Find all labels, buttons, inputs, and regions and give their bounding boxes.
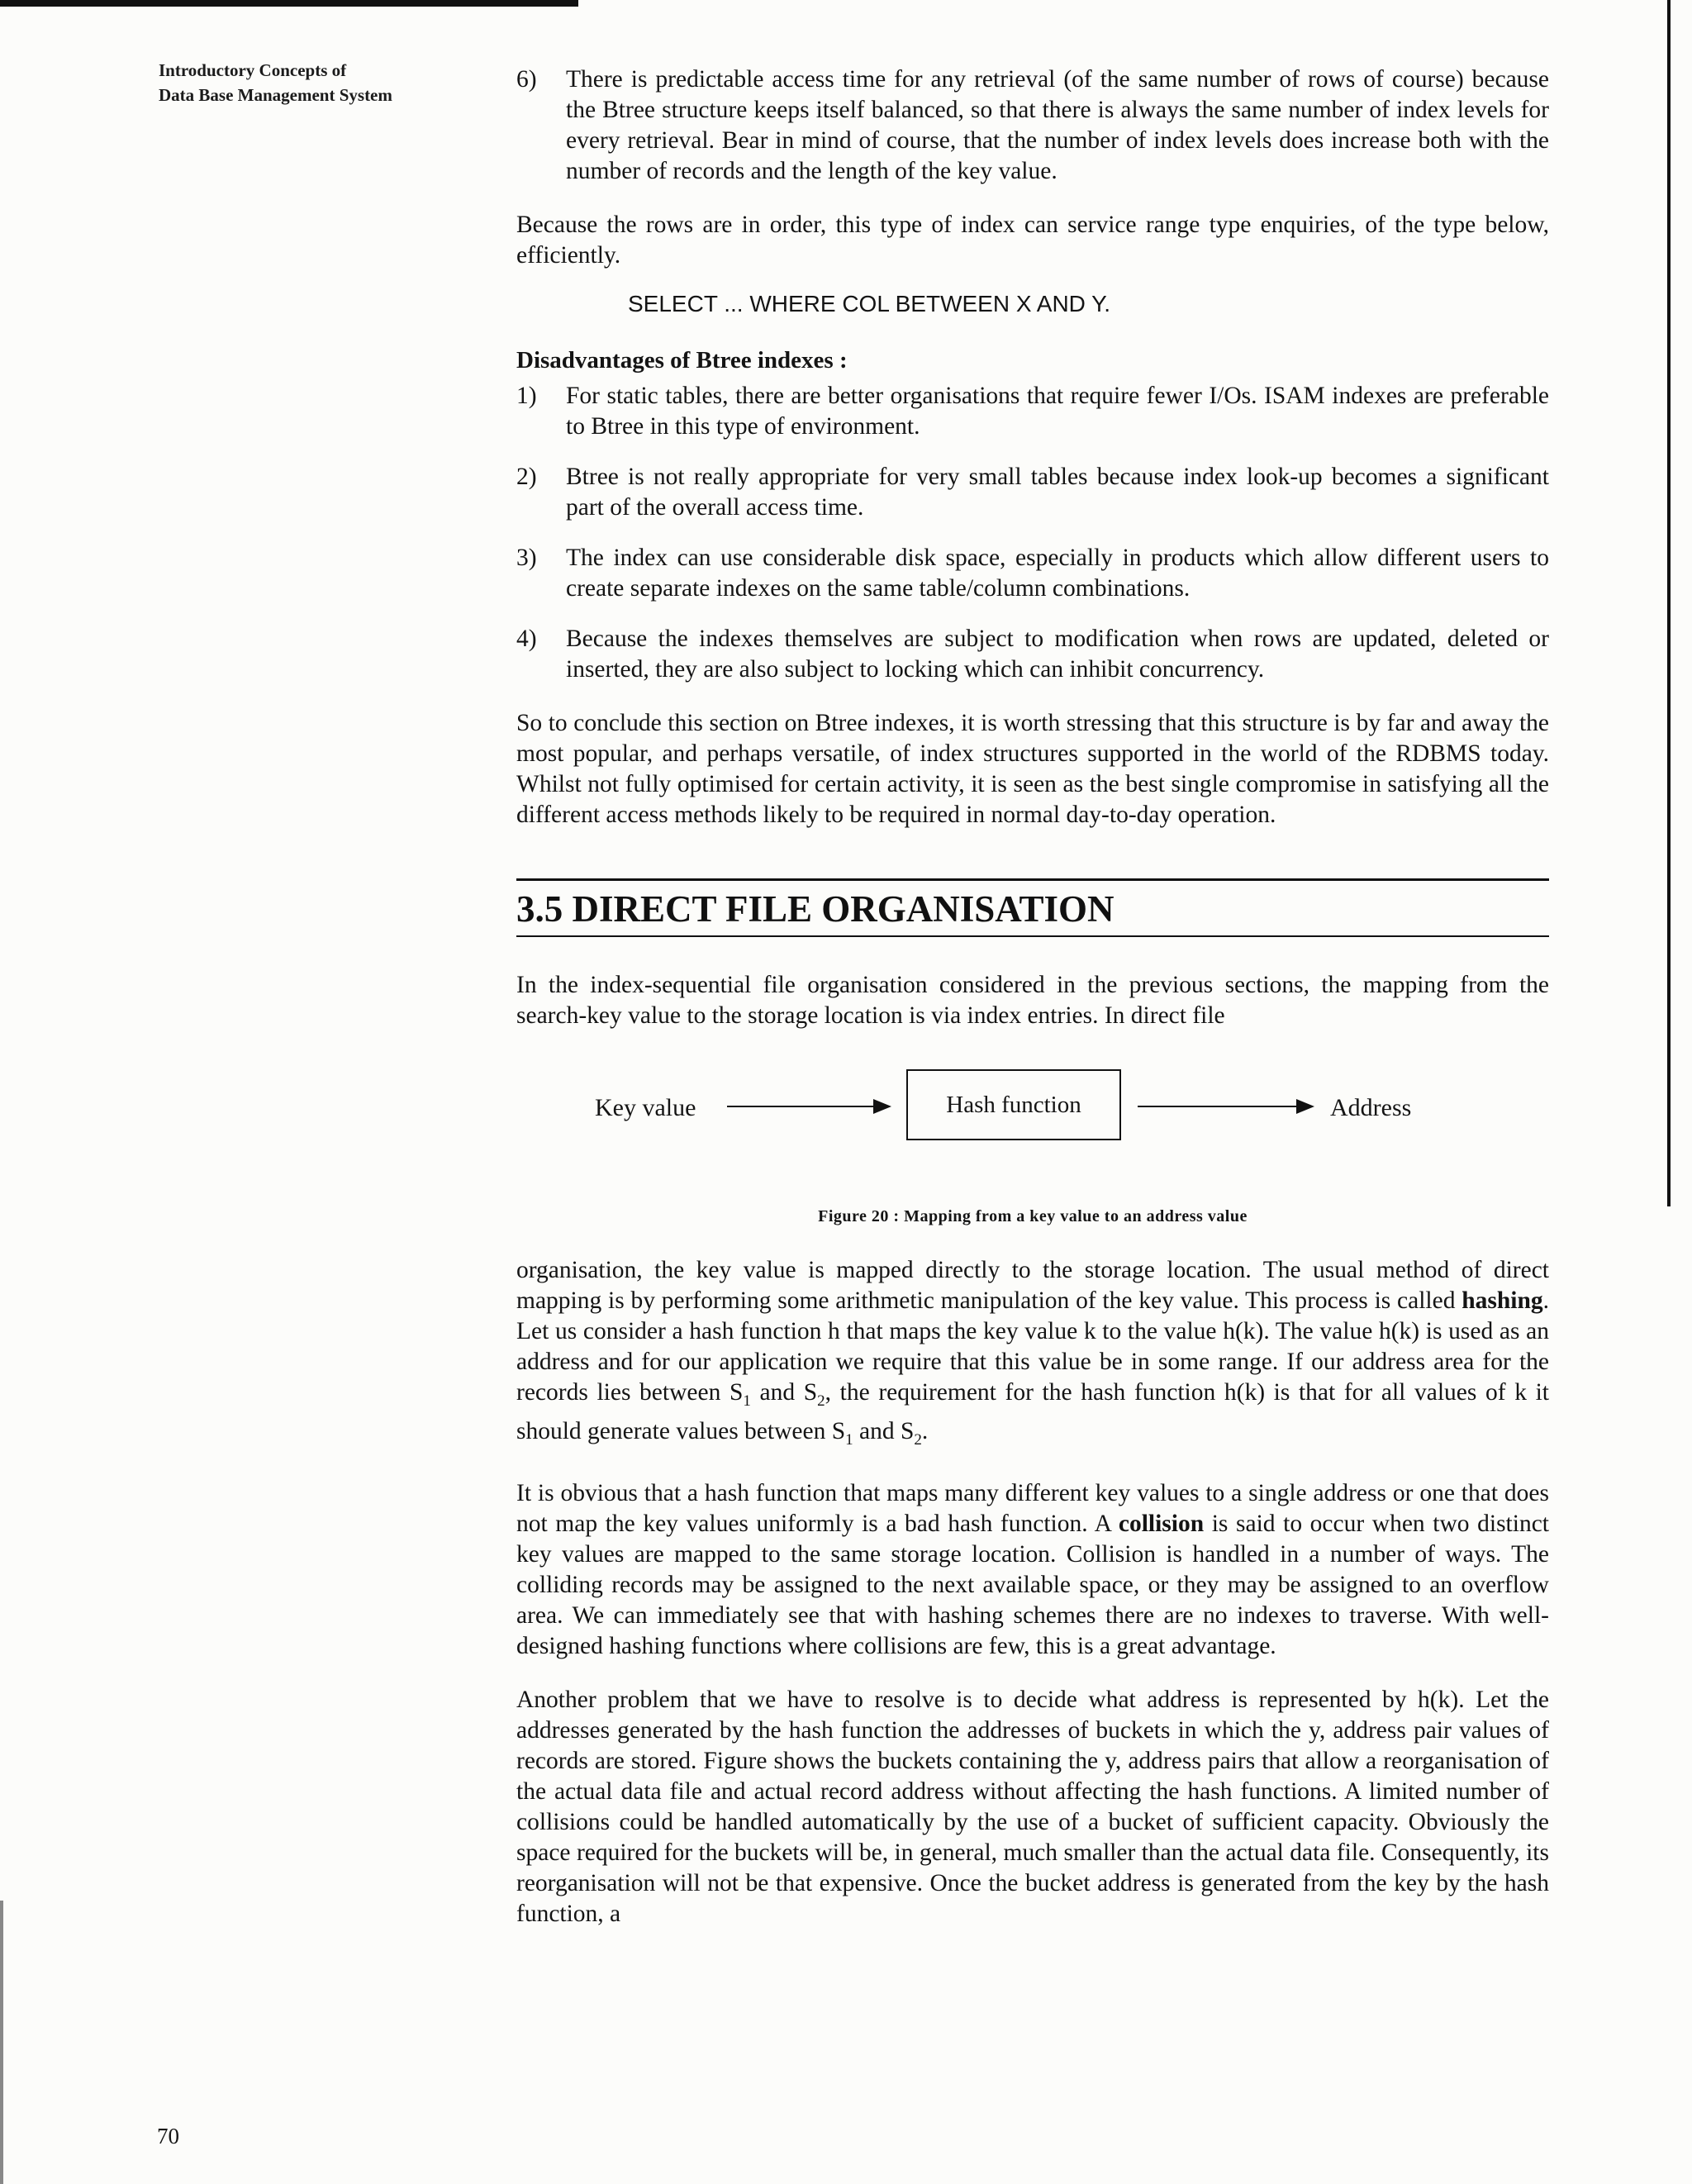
scan-edge-right (1667, 0, 1671, 1206)
hash-function-box: Hash function (906, 1069, 1121, 1140)
paragraph-conclusion: So to conclude this section on Btree indexes, it is worth stressing that this structure is by far and away the most popular, and perhaps versatile, of index structures supported in the world of the RDBMS today. Whilst not fully optimised for certain activity, it is seen as the best single compromise in satisfying all the different access methods likely to be required in normal day-to-day operation. (516, 710, 1549, 828)
text-run: . Let us consider a hash function h that maps the key value k to the value h(k). The value h(k) is used as an address and for our application we require that this value be in some range. If our address area for the records lies between S (516, 1287, 1549, 1406)
scan-edge-left (0, 1901, 3, 2184)
section-number: 3.5 (516, 888, 563, 930)
running-head (159, 58, 473, 107)
page-number: 70 (157, 2124, 179, 2148)
subscript: 1 (743, 1392, 751, 1410)
paragraph-collision (516, 1478, 1549, 1662)
item-text: Btree is not really appropriate for very small tables because index look-up becomes a significant part of the overall access time. (566, 464, 1549, 521)
term-hashing: hashing (1461, 1287, 1543, 1314)
paragraph-range: Because the rows are in order, this type of index can service range type enquiries, of the type below, efficiently. (516, 212, 1549, 269)
arrowhead (1296, 1099, 1314, 1114)
list-item (516, 462, 1549, 523)
text-run: , the requirement for the hash function h(k) is that for all values of k it should generate values between S (516, 1379, 1550, 1444)
running-head-line2: Data Base Management System (159, 85, 392, 105)
arrow-key-to-hash (727, 1106, 888, 1107)
paragraph-intro: In the index-sequential file organisation considered in the previous sections, the mapping from the search-key value to the storage location is via index entries. In direct file (516, 972, 1549, 1029)
text-run: is said to occur when two distinct key values are mapped to the same storage location. Collision is handled in a number of ways. The colliding records may be assigned to the next available space, or they may be assigned to an overflow area. We can immediately see that with hashing schemes there are no indexes to traverse. With well-designed hashing functions where collisions are few, this is a great advantage. (516, 1510, 1549, 1659)
paragraph-hashing (516, 1255, 1549, 1455)
list-item (516, 64, 1549, 187)
figure-caption: Figure 20 : Mapping from a key value to an address value (818, 1207, 1248, 1225)
list-item (516, 543, 1549, 604)
item-number: 4) (516, 626, 537, 652)
item-text: Because the indexes themselves are subject to modification when rows are updated, deleted or inserted, they are also subject to locking which can inhibit concurrency. (566, 626, 1549, 683)
text-run: It is obvious that a hash function that maps many different key values to a single address or one that does not map the key values uniformly is a bad hash function. A (516, 1479, 1549, 1537)
item-text: The index can use considerable disk space, especially in products which allow different users to create separate indexes on the same table/column combinations. (566, 545, 1549, 602)
section-rule-bottom (516, 935, 1549, 937)
hash-mapping-diagram (516, 1059, 1549, 1183)
subscript: 2 (914, 1430, 922, 1449)
top-border-rule (0, 0, 578, 7)
text-run: and S (853, 1417, 915, 1444)
item-number: 3) (516, 545, 537, 571)
list-item (516, 624, 1549, 685)
diagram-key-value-label: Key value (595, 1094, 696, 1121)
text-run: organisation, the key value is mapped directly to the storage location. The usual method of direct mapping is by performing some arithmetic manipulation of the key value. This process is called (516, 1257, 1549, 1314)
arrowhead (873, 1099, 891, 1114)
item-number: 2) (516, 464, 537, 490)
subscript: 2 (817, 1392, 825, 1410)
list-item (516, 381, 1549, 442)
subscript: 1 (845, 1430, 853, 1449)
disadvantages-heading: Disadvantages of Btree indexes : (516, 347, 848, 374)
term-collision: collision (1118, 1510, 1205, 1537)
running-head-line1: Introductory Concepts of (159, 60, 347, 80)
text-run: . (921, 1417, 929, 1444)
text-run: and S (750, 1379, 818, 1406)
paragraph-buckets: Another problem that we have to resolve is to decide what address is represented by h(k). Let the addresses generated by the hash function the addresses of buckets in which the y, address pair values of records are stored. Figure shows the buckets containing the y, address pairs that allow a reorganisation of the actual data file and actual record address without affecting the hash functions. A limited number of collisions could be handled automatically by the use of a bucket of sufficient capacity. Obviously the space required for the buckets will be, in general, much smaller than the actual data file. Consequently, its reorganisation will not be that expensive. Once the bucket address is generated from the key by the hash function, a (516, 1686, 1549, 1927)
item-text: For static tables, there are better organisations that require fewer I/Os. ISAM indexes are preferable to Btree in this type of environment. (566, 383, 1549, 440)
item-text: There is predictable access time for any retrieval (of the same number of rows of course) because the Btree structure keeps itself balanced, so that there is always the same number of index levels for every retrieval. Bear in mind of course, that the number of index levels does increase both with the number of records and the length of the key value. (566, 66, 1549, 184)
arrow-hash-to-address (1138, 1106, 1311, 1107)
page-body (516, 64, 1549, 1929)
section-title: DIRECT FILE ORGANISATION (572, 888, 1115, 930)
item-number: 6) (516, 66, 537, 93)
section-heading (516, 883, 1549, 935)
sql-code-line: SELECT ... WHERE COL BETWEEN X AND Y. (628, 291, 1111, 316)
diagram-address-label: Address (1330, 1094, 1412, 1121)
item-number: 1) (516, 383, 537, 409)
section-rule-top (516, 878, 1549, 881)
